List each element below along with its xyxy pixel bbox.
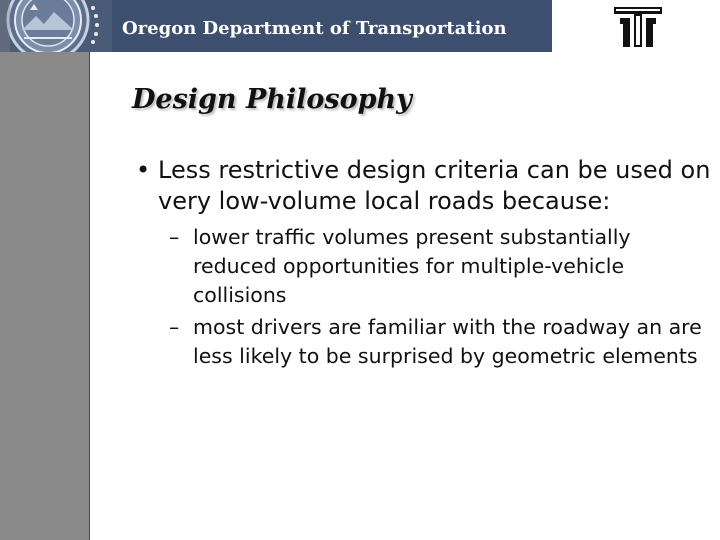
agency-name: Oregon Department of Transportation bbox=[122, 18, 507, 39]
oregon-state-seal-icon bbox=[0, 0, 112, 52]
header-banner bbox=[0, 0, 552, 52]
odot-logo-icon bbox=[612, 5, 664, 49]
sub-bullet-text: lower traffic volumes present substantially reduced opportunities for multiple-vehicle collisions bbox=[193, 225, 631, 307]
bullet-text: Less restrictive design criteria can be used on very low-volume local roads because: bbox=[158, 156, 711, 215]
sub-bullet-text: most drivers are familiar with the roadway an are less likely to be surprised by geometric elements bbox=[193, 315, 702, 368]
sub-bullet-item bbox=[169, 223, 711, 310]
left-sidebar-bar bbox=[0, 0, 90, 540]
sub-bullet-marker: – bbox=[169, 225, 180, 249]
bullet-item bbox=[136, 155, 711, 217]
sub-bullet-item bbox=[169, 313, 711, 371]
slide-title: Design Philosophy bbox=[132, 84, 412, 115]
sub-bullet-list bbox=[169, 223, 711, 371]
sub-bullet-marker: – bbox=[169, 315, 180, 339]
bullet-marker: • bbox=[136, 156, 151, 184]
slide-content bbox=[136, 155, 711, 374]
